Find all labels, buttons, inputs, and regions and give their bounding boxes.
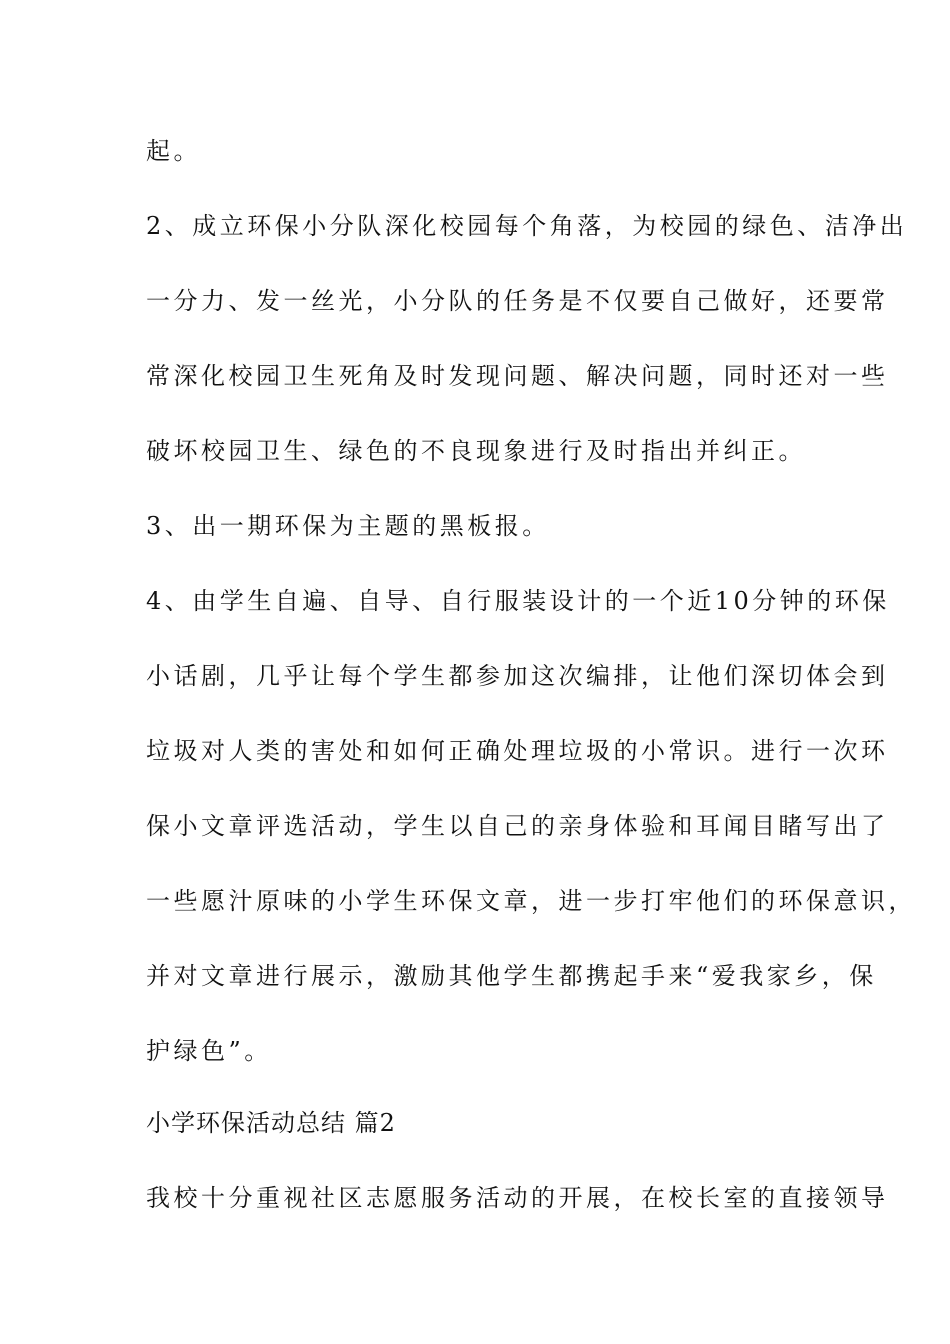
- text-line-12: 并对文章进行展示，激励其他学生都携起手来“爱我家乡，保: [146, 962, 877, 990]
- text-line-5: 破坏校园卫生、绿色的不良现象进行及时指出并纠正。: [146, 437, 806, 465]
- section-heading: 小学环保活动总结 篇2: [146, 1109, 396, 1137]
- text-line-2: 2、成立环保小分队深化校园每个角落，为校园的绿色、洁净出: [146, 212, 908, 240]
- text-line-9: 垃圾对人类的害处和如何正确处理垃圾的小常识。进行一次环: [146, 737, 889, 765]
- text-line-13: 护绿色”。: [146, 1037, 272, 1065]
- text-line-11: 一些愿汁原味的小学生环保文章，进一步打牢他们的环保意识，: [146, 887, 916, 915]
- text-line-8: 小话剧，几乎让每个学生都参加这次编排，让他们深切体会到: [146, 662, 889, 690]
- text-line-6: 3、出一期环保为主题的黑板报。: [146, 512, 550, 540]
- text-line-last: 我校十分重视社区志愿服务活动的开展，在校长室的直接领导: [146, 1184, 889, 1212]
- text-line-1: 起。: [146, 137, 201, 165]
- text-line-7: 4、由学生自遍、自导、自行服装设计的一个近10分钟的环保: [146, 587, 890, 615]
- text-line-10: 保小文章评选活动，学生以自己的亲身体验和耳闻目睹写出了: [146, 812, 889, 840]
- text-line-4: 常深化校园卫生死角及时发现问题、解决问题，同时还对一些: [146, 362, 889, 390]
- text-line-3: 一分力、发一丝光，小分队的任务是不仅要自己做好，还要常: [146, 287, 889, 315]
